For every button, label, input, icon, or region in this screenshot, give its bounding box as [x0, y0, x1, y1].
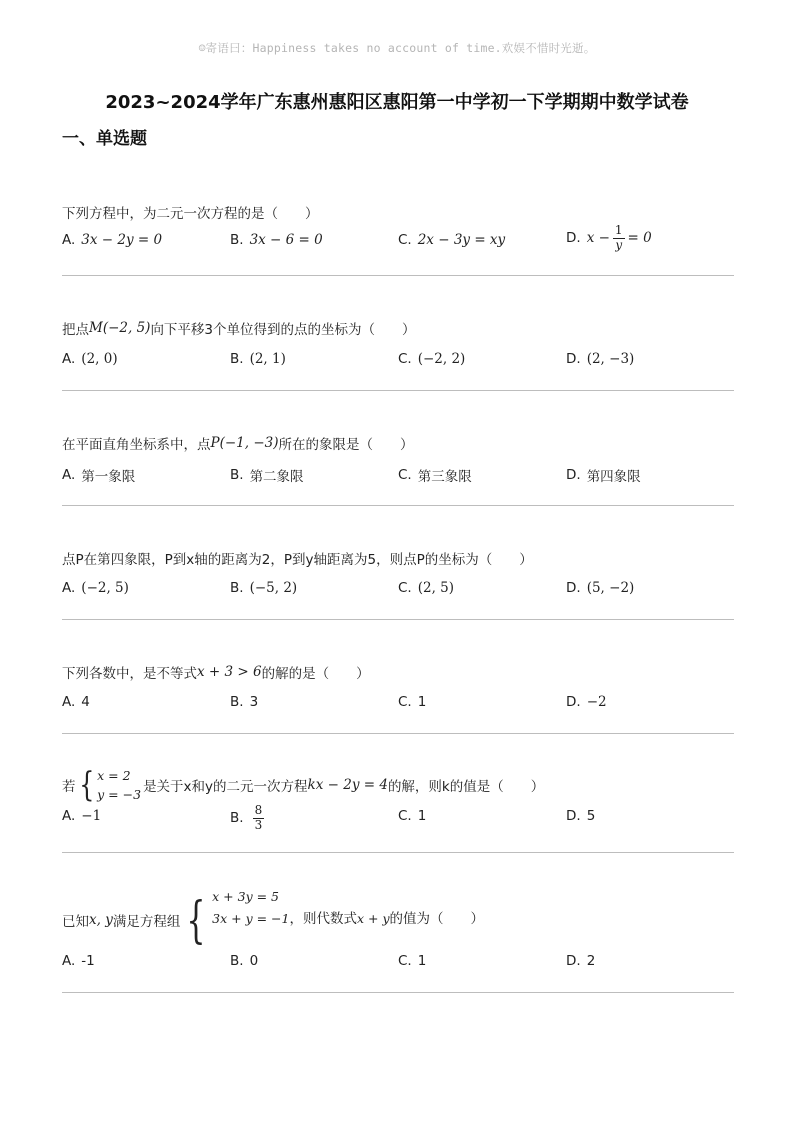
option-c[interactable]: C. 1 [398, 953, 427, 969]
option-c[interactable]: C. (−2, 2) [398, 351, 466, 367]
question-divider [62, 733, 734, 734]
option-c[interactable]: C. 第三象限 [398, 467, 472, 485]
question-stem: 若 { x = 2 y = −3 是关于x和y的二元一次方程 kx − 2y = 4 的解，则k的值是（ ） [62, 765, 545, 806]
left-brace: { [78, 765, 94, 806]
option-d[interactable]: D. 5 [566, 808, 596, 824]
question-divider [62, 390, 734, 391]
option-b[interactable]: B. (2, 1) [230, 351, 286, 367]
section-heading: 一、单选题 [62, 129, 147, 149]
question-divider [62, 852, 734, 853]
question-stem: 已知 x, y 满足方程组 { x + 3y = 5 3x + y = −1，则代数式x + y的值为（ ） [62, 886, 486, 953]
option-b[interactable]: B. 第二象限 [230, 467, 304, 485]
question-stem: 把点 M(−2, 5) 向下平移3个单位得到的点的坐标为（ ） [62, 320, 416, 338]
question-divider [62, 619, 734, 620]
exam-title: 2023~2024学年广东惠州惠阳区惠阳第一中学初一下学期期中数学试卷 [105, 92, 689, 113]
option-b[interactable]: B. 3 [230, 694, 259, 710]
option-b[interactable]: B. $\frac{8}{3}$ [230, 803, 263, 832]
option-d[interactable]: D. −2 [566, 694, 607, 710]
question-stem: 点P在第四象限，P到x轴的距离为2，P到y轴距离为5，则点P的坐标为（ ） [62, 552, 533, 568]
question-divider [62, 275, 734, 276]
question-divider [62, 505, 734, 506]
option-d[interactable]: D. (5, −2) [566, 580, 635, 596]
option-a[interactable]: A. -1 [62, 953, 95, 969]
option-a[interactable]: A. −1 [62, 808, 102, 824]
option-d[interactable]: D. 第四象限 [566, 467, 641, 485]
option-d[interactable]: D. (2, −3) [566, 351, 635, 367]
option-a[interactable]: A. 4 [62, 694, 90, 710]
question-divider [62, 992, 734, 993]
fraction: $\frac{8}{3}$ [254, 803, 263, 832]
question-stem: 下列方程中，为二元一次方程的是（ ） [62, 206, 319, 222]
equation-system: { x = 2 y = −3 [78, 765, 142, 806]
option-c[interactable]: C. 2x − 3y = xy [398, 232, 506, 248]
option-b[interactable]: B. (−5, 2) [230, 580, 298, 596]
question-stem: 在平面直角坐标系中，点 P(−1, −3) 所在的象限是（ ） [62, 435, 414, 453]
option-d[interactable]: D. 2 [566, 953, 596, 969]
option-c[interactable]: C. (2, 5) [398, 580, 455, 596]
question-stem: 下列各数中，是不等式 x + 3 > 6 的解的是（ ） [62, 664, 370, 682]
option-a[interactable]: A. (2, 0) [62, 351, 118, 367]
fraction: $\frac{1}{y}$ [614, 223, 623, 252]
option-c[interactable]: C. 1 [398, 808, 427, 824]
left-brace: { [186, 890, 206, 949]
option-a[interactable]: A. 第一象限 [62, 467, 136, 485]
watermark-motto: ☺寄语曰：Happiness takes no account of time.欢娱不惜时光逝。 [198, 41, 596, 55]
option-a[interactable]: A. (−2, 5) [62, 580, 129, 596]
option-c[interactable]: C. 1 [398, 694, 427, 710]
option-d[interactable]: D. x − $\frac{1}{y}$ = 0 [566, 223, 652, 252]
option-b[interactable]: B. 3x − 6 = 0 [230, 232, 323, 248]
option-b[interactable]: B. 0 [230, 953, 259, 969]
option-a[interactable]: A. 3x − 2y = 0 [62, 232, 163, 248]
equation-system: { x + 3y = 5 3x + y = −1，则代数式x + y的值为（ ） [186, 889, 485, 949]
